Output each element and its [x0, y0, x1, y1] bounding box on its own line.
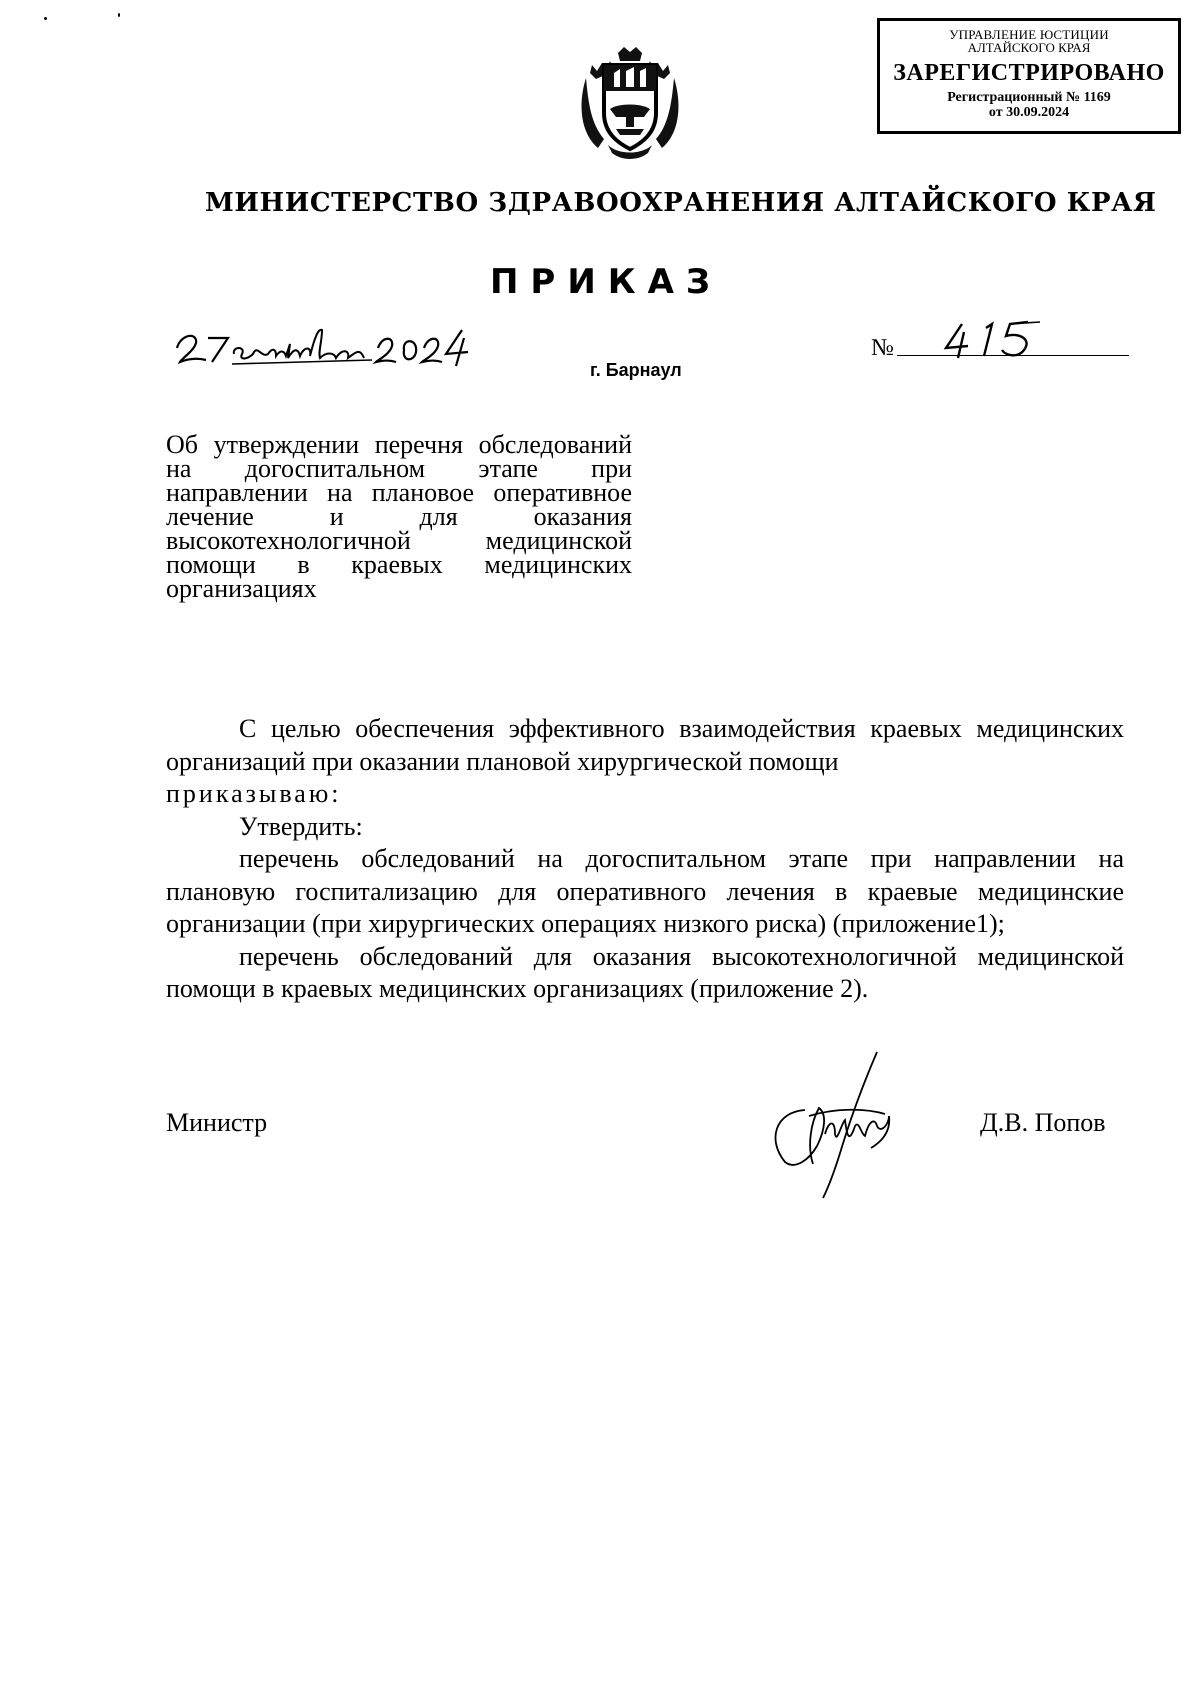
body-order-word: приказываю: [166, 779, 342, 808]
city-name: г. Барнаул [590, 360, 682, 380]
handwritten-date [172, 318, 492, 368]
handwritten-order-number [940, 318, 1050, 360]
scan-speck [118, 13, 120, 17]
registration-stamp [877, 18, 1181, 134]
signatory-name: Д.В. Попов [980, 1108, 1106, 1137]
order-subject: Об утверждении перечня обследований на догоспитальном этапе при направлении на плановое оперативное лечение и для оказания высокотехнологичной медицинской помощи в краевых медицинских организациях [166, 430, 632, 603]
signatory-title: Министр [166, 1108, 268, 1137]
order-number-label: № [871, 335, 894, 361]
order-body [166, 713, 1124, 1006]
stamp-status: ЗАРЕГИСТРИРОВАНО [893, 60, 1165, 86]
stamp-reg-date: от 30.09.2024 [988, 105, 1070, 120]
body-intro: С целью обеспечения эффективного взаимодействия краевых медицинских организаций при оказании плановой хирургической помощи [166, 714, 1124, 776]
minister-signature [765, 1050, 925, 1200]
stamp-reg-number: Регистрационный № 1169 [947, 90, 1111, 105]
stamp-authority-line1: УПРАВЛЕНИЕ ЮСТИЦИИ [949, 27, 1109, 42]
body-item-2: перечень обследований для оказания высокотехнологичной медицинской помощи в краевых медицинских организациях (приложение 2). [166, 941, 1124, 1003]
coat-of-arms-icon [578, 43, 682, 163]
body-approve: Утвердить: [239, 811, 363, 841]
ministry-name: МИНИСТЕРСТВО ЗДРАВООХРАНЕНИЯ АЛТАЙСКОГО КРАЯ [205, 188, 1157, 218]
scan-speck [44, 17, 47, 20]
document-type-title: ПРИКАЗ [489, 262, 723, 302]
stamp-authority-line2: АЛТАЙСКОГО КРАЯ [967, 40, 1091, 55]
body-item-1: перечень обследований на догоспитальном этапе при направлении на плановую госпитализацию для оперативного лечения в краевые медицинские организации (при хирургических операциях низкого риска) (приложение1); [166, 844, 1124, 938]
